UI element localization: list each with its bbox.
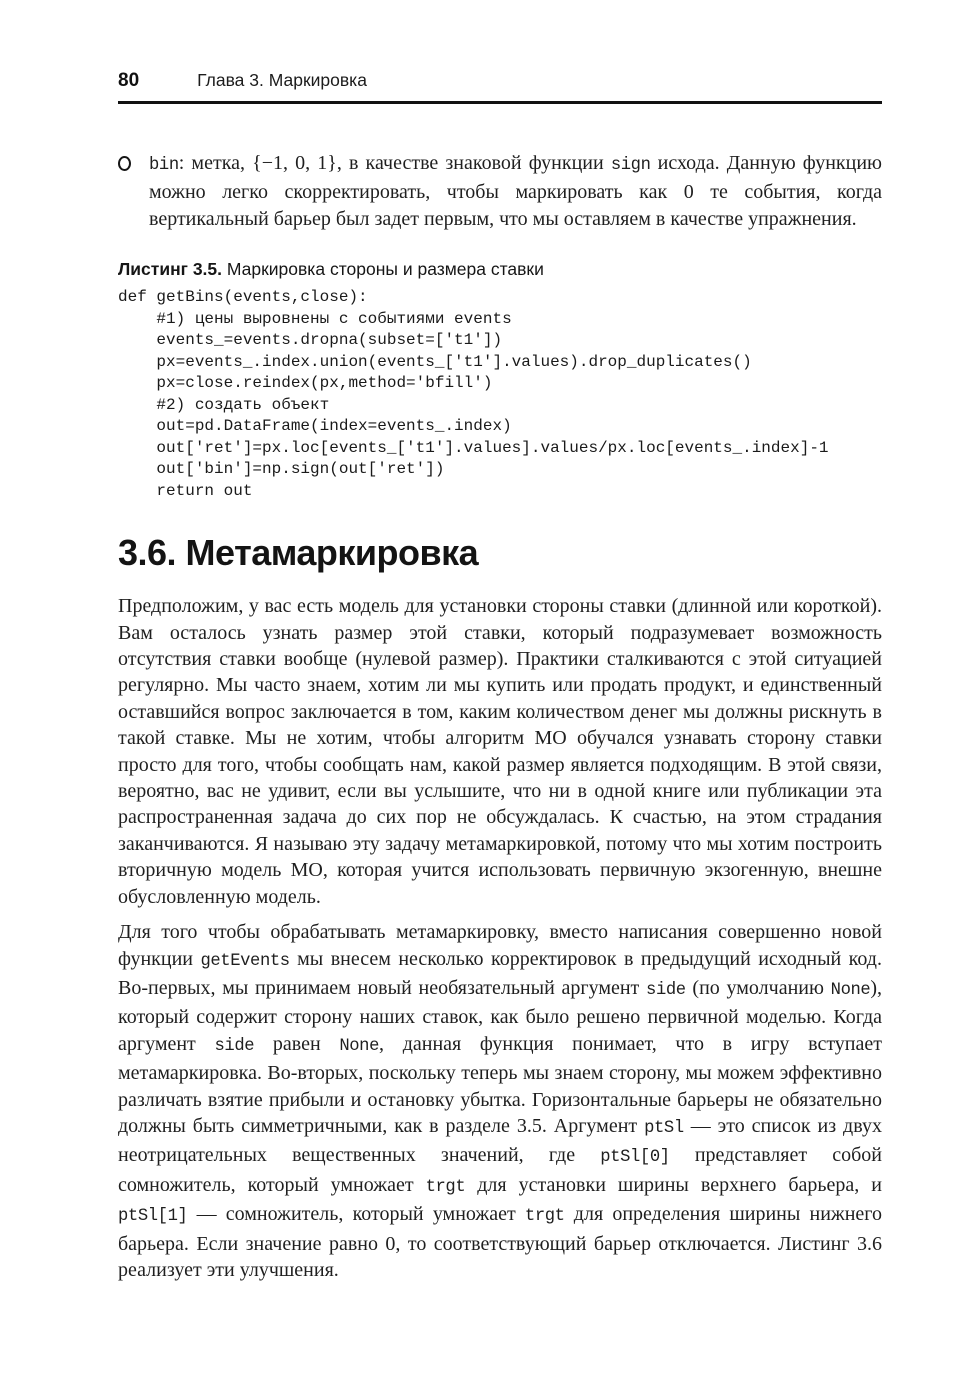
inline-code: None [339, 1036, 380, 1056]
code-line: #2) создать объект [118, 395, 330, 414]
body-paragraph [118, 919, 882, 1283]
text-run: : метка, {−1, 0, 1}, в качестве знаковой функции [178, 152, 611, 174]
inline-code: side [646, 980, 686, 1000]
text-run: , данная функция понимает, что в игру вступает метамаркировка. Во-вторых, поскольку теперь мы знаем сторону, мы можем эффективно различать взятие прибыли и остановку убытка. Горизонтальные барьеры не обязательно должны быть симметричными, как в разделе 3.5. Аргумент [118, 1032, 882, 1137]
code-line: return out [118, 481, 253, 500]
code-line: px=events_.index.union(events_['t1'].values).drop_duplicates() [118, 352, 752, 371]
text-run: (по умолчанию [685, 976, 831, 999]
inline-code: None [830, 980, 871, 1000]
code-line: events_=events.dropna(subset=['t1']) [118, 331, 503, 350]
text-run: равен [254, 1032, 340, 1055]
inline-code: trgt [524, 1207, 565, 1227]
text-run: для определения ширины нижнего барьера. Если значение равно 0, то соответствующий барьер отключается. Листинг 3.6 реализует эти улучшения. [118, 1203, 882, 1281]
text-run: для установки ширины верхнего барьера, и [465, 1173, 882, 1196]
text-run: исхода. Данную функцию можно легко скорректировать, чтобы маркировать как 0 те события, когда вертикальный барьер был задет первым, что мы оставляем в качестве упражнения. [149, 152, 882, 230]
body-paragraph [118, 593, 882, 910]
section-heading: 3.6. Метамаркировка [118, 532, 479, 574]
inline-code: getEvents [200, 951, 290, 971]
text-run: — это список из двух неотрицательных вещественных значений, где [118, 1114, 882, 1167]
code-line: out['ret']=px.loc[events_['t1'].values].values/px.loc[events_.index]-1 [118, 438, 829, 457]
bullet-item-text [149, 152, 882, 230]
text-run: Предположим, у вас есть модель для установки стороны ставки (длинной или короткой). Вам осталось узнать размер этой ставки, который подразумевает возможность отсутствия ставки вообще (нулевой размер). Практики сталкиваются с этой ситуацией регулярно. Мы часто знаем, хотим ли мы купить или продать продукт, и единственный оставшийся вопрос заключается в том, каким количеством денег мы должны рискнуть в такой ставке. Мы не хотим, чтобы алгоритм МО обучался узнавать сторону ставки просто для того, чтобы сообщать нам, какой размер является подходящим. В этой связи, вероятно, вас не удивит, если вы услышите, что ни в одной книге или публикации эта распространенная задача до сих пор не обсуждалась. К счастью, на этом страдания заканчиваются. Я называю эту задачу метамаркировкой, потому что мы хотим построить вторичную модель МО, которая учится использовать первичную экзогенную, внешне обусловленную модель. [118, 595, 882, 908]
listing-label: Листинг 3.5. [118, 259, 223, 280]
code-line: out=pd.DataFrame(index=events_.index) [118, 417, 512, 436]
page-number: 80 [118, 70, 140, 91]
bullet-list-item [118, 150, 882, 232]
text-run: Для того чтобы обрабатывать метамаркировку, вместо написания совершенно новой функции [118, 921, 882, 970]
code-line: #1) цены выровнены с событиями events [118, 309, 512, 328]
code-line: def getBins(events,close): [118, 288, 368, 307]
listing-caption [118, 259, 882, 280]
code-line: px=close.reindex(px,method='bfill') [118, 374, 493, 393]
inline-code: bin [149, 156, 179, 175]
text-run: — сомножитель, который умножает [187, 1203, 525, 1226]
inline-code: sign [610, 156, 651, 175]
page-content [118, 70, 882, 1283]
running-head [118, 70, 882, 104]
circle-bullet-icon [118, 156, 131, 171]
code-listing [118, 287, 882, 502]
inline-code: ptSl[0] [600, 1148, 670, 1168]
inline-code: trgt [425, 1177, 466, 1197]
text-run: представляет собой сомножитель, который умножает [118, 1144, 882, 1196]
inline-code: ptSl [644, 1118, 684, 1138]
text-run: ), который содержит сторону наших ставок, как было решено первичной моделью. Когда аргумент [118, 976, 882, 1055]
text-run: мы внесем несколько корректировок в предыдущий исходный код. Во-первых, мы принимаем новый необязательный аргумент [118, 947, 882, 999]
inline-code: side [214, 1036, 255, 1056]
code-line: out['bin']=np.sign(out['ret']) [118, 460, 445, 479]
listing-title: Маркировка стороны и размера ставки [222, 259, 544, 280]
inline-code: ptSl[1] [118, 1207, 188, 1227]
chapter-title: Глава 3. Маркировка [197, 70, 367, 90]
